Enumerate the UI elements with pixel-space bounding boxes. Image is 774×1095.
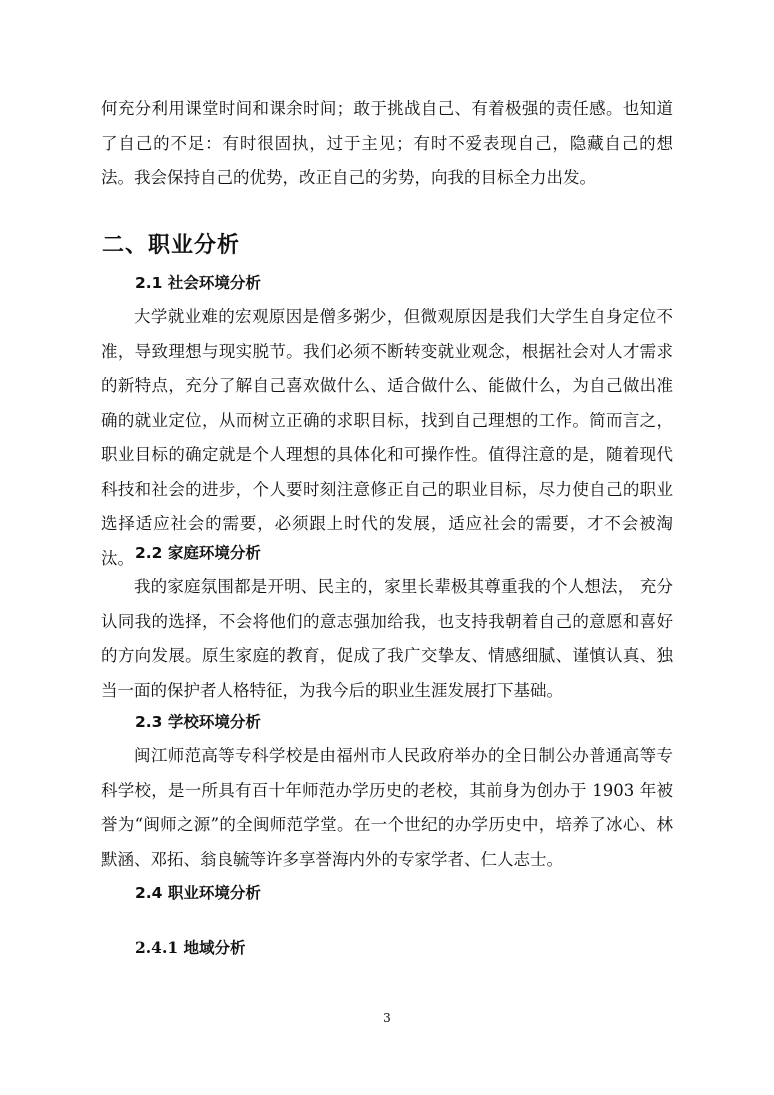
subsection-body-social: 大学就业难的宏观原因是僧多粥少，但微观原因是我们大学生自身定位不准，导致理想与现实脱节。我们必须不断转变就业观念，根据社会对人才需求的新特点，充分了解自己喜欢做什么、适合做什么、能做什么，为自己做出准确的就业定位，从而树立正确的求职目标，找到自己理想的工作。简而言之，职业目标的确定就是个人理想的具体化和可操作性。值得注意的是，随着现代科技和社会的进步，个人要时刻注意修正自己的职业目标，尽力使自己的职业选择适应社会的需要，必须跟上时代的发展，适应社会的需要，才不会被淘汰。 (101, 307, 673, 568)
section-title: 二、职业分析 (102, 233, 241, 258)
subsection-body-family: 我的家庭氛围都是开明、民主的，家里长辈极其尊重我的个人想法， 充分认同我的选择，不会将他们的意志强加给我，也支持我朝着自己的意愿和喜好的方向发展。原生家庭的教育，促成了我广交挚友、情感细腻、谨慎认真、独当一面的保护者人格特征，为我今后的职业生涯发展打下基础。 (101, 577, 673, 700)
sub-subsection-heading-region: 2.4.1 地域分析 (135, 938, 246, 957)
subsection-body-school: 闽江师范高等专科学校是由福州市人民政府举办的全日制公办普通高等专科学校，是一所具有百十年师范办学历史的老校，其前身为创办于 1903 年被誉为“闽师之源”的全闽师范学堂。在一个世纪的办学历史中，培养了冰心、林默涵、邓拓、翁良毓等许多享誉海内外的专家学者、仁人志士。 (101, 746, 673, 869)
subsection-heading-school: 2.3 学校环境分析 (135, 713, 261, 731)
subsection-heading-social: 2.1 社会环境分析 (135, 274, 261, 292)
page-number: 3 (383, 1011, 391, 1025)
intro-paragraph: 何充分利用课堂时间和课余时间；敢于挑战自己、有着极强的责任感。也知道了自己的不足：有时很固执，过于主见；有时不爱表现自己，隐藏自己的想法。我会保持自己的优势，改正自己的劣势，向我的目标全力出发。 (101, 99, 673, 187)
subsection-heading-family: 2.2 家庭环境分析 (135, 544, 261, 562)
subsection-heading-career: 2.4 职业环境分析 (135, 884, 261, 902)
